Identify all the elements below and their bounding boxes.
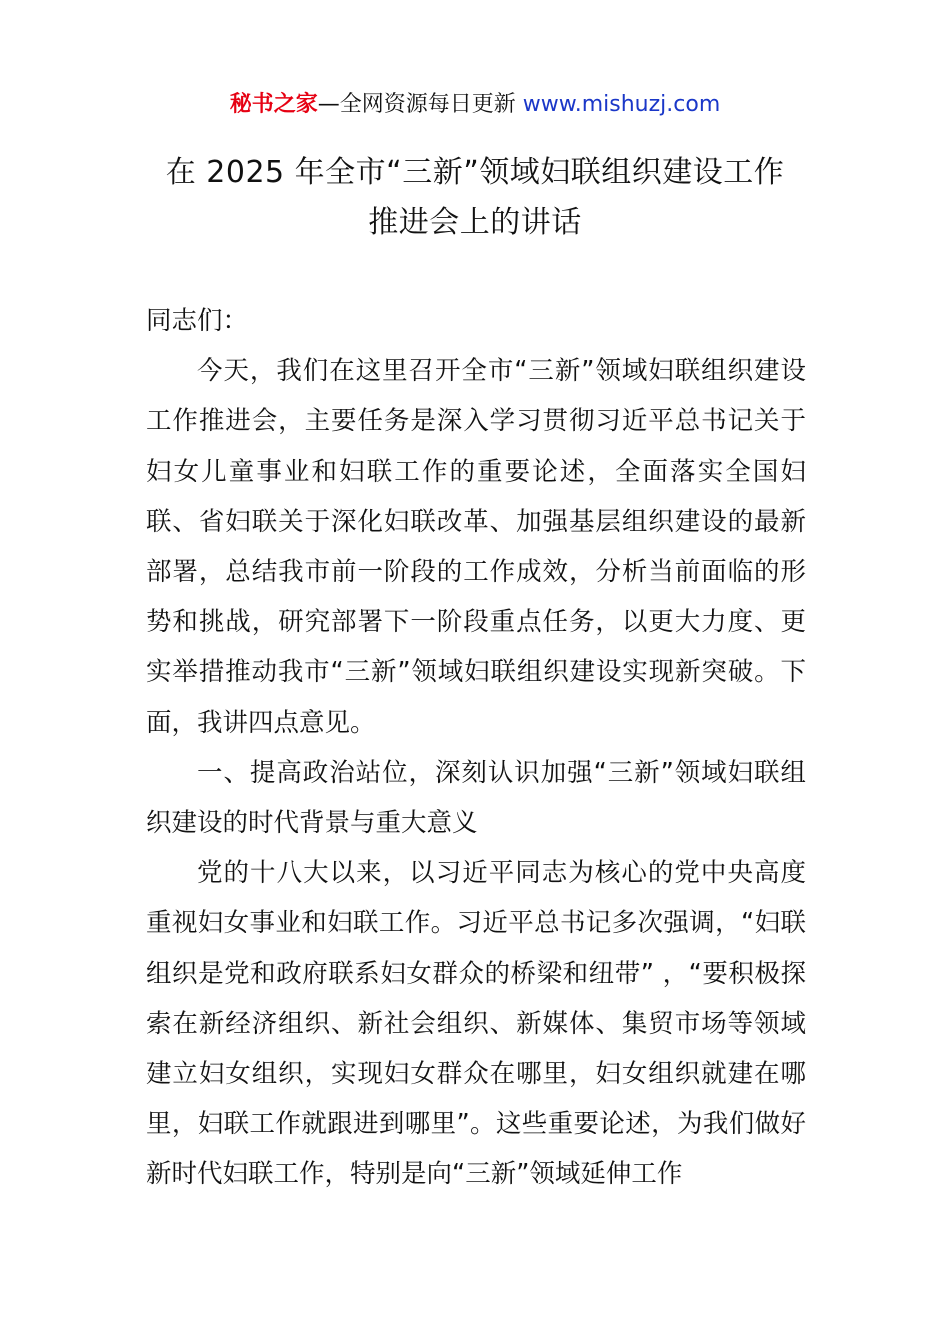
section-heading-1: 一、提高政治站位，深刻认识加强“三新”领域妇联组织建设的时代背景与重大意义 [146,757,806,839]
paragraph-opening: 今天，我们在这里召开全市“三新”领域妇联组织建设工作推进会，主要任务是深入学习贯彻习近平总书记关于妇女儿童事业和妇联工作的重要论述，全面落实全国妇联、省妇联关于深化妇联改革、加强基层组织建设的最新部署，总结我市前一阶段的工作成效，分析当前面临的形势和挑战，研究部署下一阶段重点任务，以更大力度、更实举措推动我市“三新”领域妇联组织建设实现新突破。下面，我讲四点意见。 [146,356,806,738]
site-banner [0,90,950,120]
document-title [0,148,950,248]
paragraph-section-1: 党的十八大以来，以习近平同志为核心的党中央高度重视妇女事业和妇联工作。习近平总书记多次强调，“妇联组织是党和政府联系妇女群众的桥梁和纽带” ，“要积极探索在新经济组织、新社会组织、新媒体、集贸市场等领域建立妇女组织，实现妇女群众在哪里，妇女组织就建在哪里，妇联工作就跟进到哪里”。这些重要论述，为我们做好新时代妇联工作，特别是向“三新”领域延伸工作 [146,858,806,1190]
document-title-line-2: 推进会上的讲话 [368,205,582,240]
banner-tagline: —全网资源每日更新 [317,92,523,117]
banner-brand: 秘书之家 [229,92,318,117]
document-body [146,296,806,1200]
document-title-line-1: 在 2025 年全市“三新”领域妇联组织建设工作 [165,155,785,190]
banner-url-link[interactable]: www.mishuzj.com [522,92,721,117]
salutation: 同志们： [146,306,249,336]
